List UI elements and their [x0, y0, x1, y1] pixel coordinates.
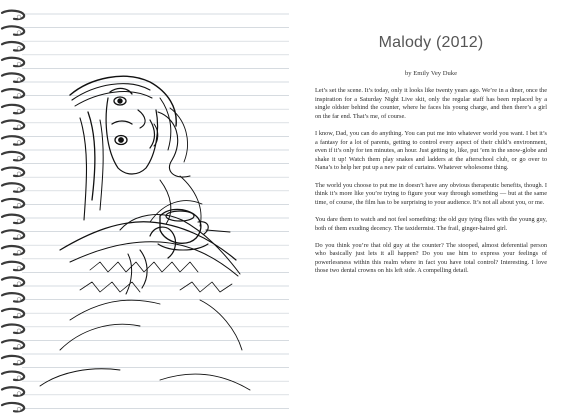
punch-hole: [17, 62, 21, 66]
spiral-binding: [2, 11, 24, 412]
punch-hole: [17, 282, 21, 286]
punch-hole: [17, 125, 21, 129]
punch-hole: [17, 188, 21, 192]
punch-hole: [17, 266, 21, 270]
punch-hole: [17, 46, 21, 50]
ink-drawing: [40, 76, 250, 390]
punch-hole: [17, 360, 21, 364]
punch-hole: [17, 141, 21, 145]
punch-hole: [17, 313, 21, 317]
article-byline: by Emily Vey Duke: [404, 70, 458, 77]
punch-hole: [17, 31, 21, 35]
punch-hole: [17, 345, 21, 349]
punch-hole: [17, 15, 21, 19]
punch-hole: [17, 329, 21, 333]
punch-hole: [17, 172, 21, 176]
punch-hole: [17, 250, 21, 254]
punch-hole: [17, 298, 21, 302]
right-page: [289, 0, 575, 419]
body-paragraph: Do you think you’re that old guy at the counter? The stooped, almost deferential person who basically just lets it all happen? Do you use him to express your feelings of powerlessness within this realm where in fact you have total control? Interesting. I love those two dental crowns on his left side. A compelling detail.: [315, 241, 547, 275]
notebook-rule-lines: [22, 14, 289, 408]
punch-hole: [17, 235, 21, 239]
body-paragraph: The world you choose to put me in doesn’t have any obvious therapeutic benefits, though. I think it’s more like you’re trying to figure your way through something — but at the same time, of course, the film has to be surprising to your audience. It’s not all about you, or me.: [315, 181, 547, 206]
punch-hole: [17, 376, 21, 380]
punch-hole: [17, 203, 21, 207]
body-paragraph: You dare them to watch and not feel something: the old guy tying flies with the young guy, both of them exuding decency. The taxidermist. The frail, ginger-haired girl.: [315, 215, 547, 232]
body-paragraph: Let’s set the scene. It’s today, only it looks like twenty years ago. We’re in a diner, once the inspiration for a Saturday Night Live skit, only the regular staff has been replaced by a single oldster behind the counter, where he faces his young charge, and then there’s a girl on the far end. That’s me, of course.: [315, 87, 547, 120]
article-title: Malody (2012): [378, 34, 484, 51]
punch-hole: [17, 407, 21, 411]
punch-hole: [17, 109, 21, 113]
body-paragraph: I know, Dad, you can do anything. You can put me into whatever world you want. I bet it’s a fantasy for a lot of parents, getting to control every aspect of their child’s environment, even if it’s only for ten minutes, an hour. Just getting to, like, put ’em in the snow-globe and shake it up! Watch them play snakes and ladders at the afterschool club, or go over to Nana’s to help her put up a new pair of curtains. Whatever wholesome thing.: [315, 129, 547, 172]
punch-hole: [17, 94, 21, 98]
article-body: [315, 87, 547, 276]
punch-hole: [17, 392, 21, 396]
punch-hole: [17, 78, 21, 82]
punch-hole: [17, 219, 21, 223]
punch-hole: [17, 156, 21, 160]
